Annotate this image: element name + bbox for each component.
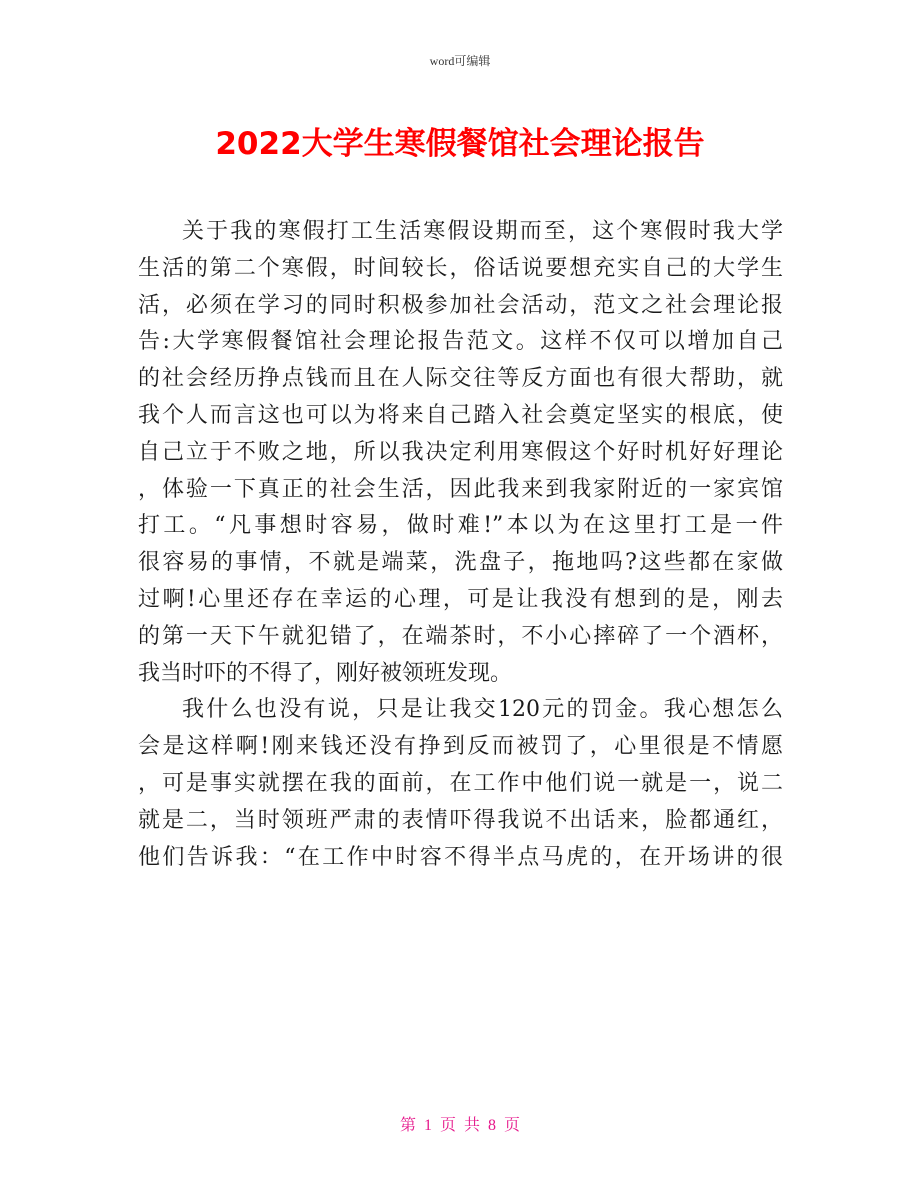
document-title: 2022大学生寒假餐馆社会理论报告 (215, 126, 705, 162)
text-line: 生活的第二个寒假，时间较长，俗话说要想充实自己的大学生 (138, 255, 783, 281)
header-note: word可编辑 (429, 54, 491, 68)
text-line: 关于我的寒假打工生活寒假设期而至，这个寒假时我大学 (182, 219, 783, 244)
text-line: ，可是事实就摆在我的面前，在工作中他们说一就是一，说二 (138, 770, 783, 796)
footer-page-word: 页 (439, 1117, 456, 1134)
text-line: 活，必须在学习的同时积极参加社会活动，范文之社会理论报 (138, 292, 783, 318)
text-line: 很容易的事情，不就是端菜，洗盘子，拖地吗?这些都在家做 (138, 550, 783, 576)
text-line: 就是二，当时领班严肃的表情吓得我说不出话来，脸都通红， (138, 807, 783, 833)
text-line: 过啊!心里还存在幸运的心理，可是让我没有想到的是，刚去 (138, 586, 783, 612)
text-line: 我当时吓的不得了，刚好被领班发现。 (138, 660, 513, 686)
paragraph-1 (138, 214, 788, 692)
text-line: 我什么也没有说，只是让我交120元的罚金。我心想怎么 (182, 697, 783, 723)
footer-total-suffix: 页 (504, 1117, 521, 1134)
footer-page-current: 1 (423, 1117, 432, 1134)
paragraph-2 (138, 692, 788, 876)
text-line: 告:大学寒假餐馆社会理论报告范文。这样不仅可以增加自己 (138, 329, 783, 355)
page-footer (0, 1112, 920, 1135)
text-line: 自己立于不败之地，所以我决定利用寒假这个好时机好好理论 (138, 439, 783, 465)
footer-page-prefix: 第 (399, 1117, 416, 1134)
text-line: 打工。“凡事想时容易，做时难!”本以为在这里打工是一件 (138, 513, 783, 539)
footer-page-total: 8 (488, 1117, 497, 1134)
text-line: 的第一天下午就犯错了，在端茶时，不小心摔碎了一个酒杯， (138, 623, 783, 649)
document-body (138, 214, 788, 876)
footer-total-prefix: 共 (464, 1117, 481, 1134)
text-line: 的社会经历挣点钱而且在人际交往等反方面也有很大帮助，就 (138, 366, 783, 392)
text-line: ，体验一下真正的社会生活，因此我来到我家附近的一家宾馆 (138, 476, 783, 502)
text-line: 会是这样啊!刚来钱还没有挣到反而被罚了，心里很是不情愿 (138, 734, 783, 760)
text-line: 他们告诉我：“在工作中时容不得半点马虎的，在开场讲的很 (138, 844, 783, 870)
text-line: 我个人而言这也可以为将来自己踏入社会奠定坚实的根底，使 (138, 402, 783, 428)
